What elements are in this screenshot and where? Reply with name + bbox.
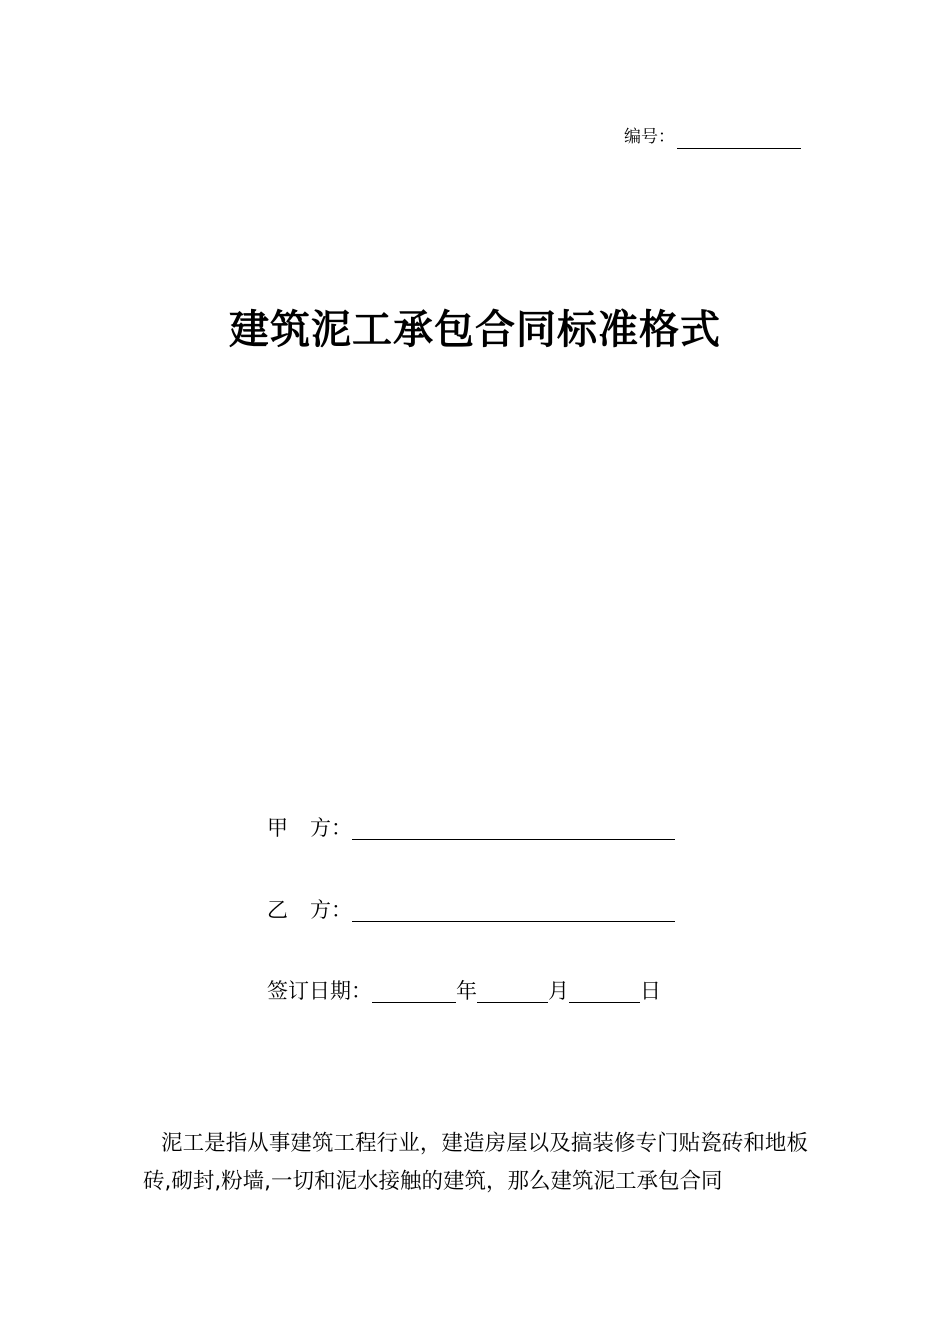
document-title: 建筑泥工承包合同标准格式 xyxy=(229,306,721,353)
intro-paragraph: 泥工是指从事建筑工程行业，建造房屋以及搞装修专门贴瓷砖和地板砖,砌封,粉墙,一切和泥水接触的建筑，那么建筑泥工承包合同 xyxy=(143,1131,808,1194)
party-a-label-char: 甲 xyxy=(267,816,288,840)
party-a-label-suffix: 方： xyxy=(310,816,352,840)
party-b-label-char: 乙 xyxy=(267,898,288,922)
party-b-blank xyxy=(352,899,675,922)
serial-number-label: 编号： xyxy=(624,127,675,147)
day-label: 日 xyxy=(640,979,661,1003)
party-b-field xyxy=(267,895,675,925)
month-label: 月 xyxy=(548,979,569,1003)
month-blank xyxy=(477,980,548,1003)
party-a-blank xyxy=(352,817,675,840)
sign-date-field xyxy=(267,976,661,1006)
serial-number-blank xyxy=(677,130,801,149)
party-b-label-suffix: 方： xyxy=(310,898,352,922)
year-label: 年 xyxy=(456,979,477,1003)
serial-number-field xyxy=(624,125,801,149)
year-blank xyxy=(372,980,456,1003)
party-a-field xyxy=(267,813,675,843)
sign-date-label: 签订日期： xyxy=(267,979,372,1003)
day-blank xyxy=(569,980,640,1003)
